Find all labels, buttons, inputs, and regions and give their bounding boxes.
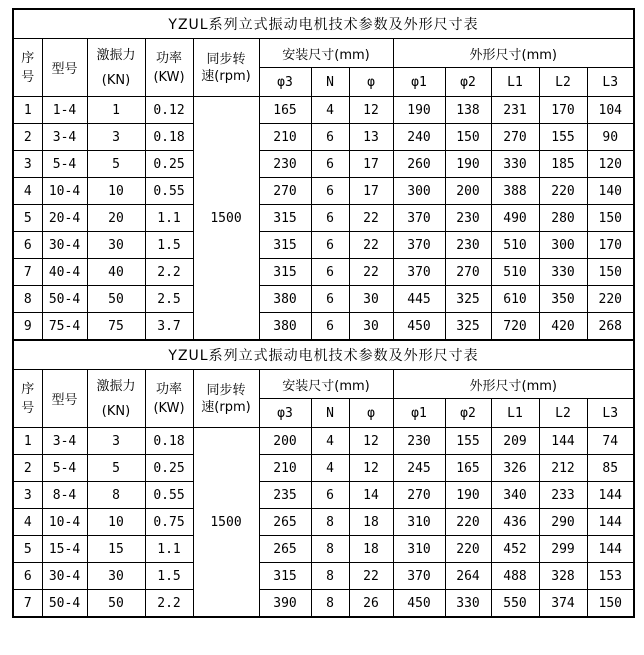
table-cell: 370 <box>393 232 445 259</box>
col-header-power-line2: (KW) <box>153 400 185 416</box>
table-cell: 0.12 <box>145 97 193 124</box>
table-cell: 12 <box>349 455 393 482</box>
header-row-groups <box>13 39 634 68</box>
table-cell: 3 <box>87 124 145 151</box>
table-title: YZUL系列立式振动电机技术参数及外形尺寸表 <box>13 9 634 39</box>
table-cell: 445 <box>393 286 445 313</box>
table-cell: 5 <box>13 205 42 232</box>
col-header-n: N <box>311 68 349 97</box>
col-header-l2: L2 <box>539 68 587 97</box>
table-cell: 490 <box>491 205 539 232</box>
table-cell: 6 <box>311 151 349 178</box>
table-cell: 26 <box>349 590 393 618</box>
table-cell: 170 <box>587 232 634 259</box>
table-cell: 212 <box>539 455 587 482</box>
table-cell: 74 <box>587 428 634 455</box>
col-header-force-line1: 激振力 <box>96 47 136 63</box>
table-cell: 370 <box>393 259 445 286</box>
col-header-force <box>87 370 145 428</box>
table-cell: 18 <box>349 536 393 563</box>
table-cell: 390 <box>259 590 311 618</box>
col-header-seq-line1: 序 <box>21 381 35 397</box>
table-cell: 8 <box>13 286 42 313</box>
table-cell: 310 <box>393 536 445 563</box>
group-header-install: 安装尺寸(mm) <box>259 39 393 68</box>
table-cell: 18 <box>349 509 393 536</box>
group-header-outline: 外形尺寸(mm) <box>393 370 634 399</box>
col-header-force-line2: (KN) <box>101 72 131 88</box>
col-header-power <box>145 370 193 428</box>
table-cell: 50-4 <box>42 286 87 313</box>
col-header-phi: φ <box>349 68 393 97</box>
table-row <box>13 151 634 178</box>
col-header-force <box>87 39 145 97</box>
table-cell: 170 <box>539 97 587 124</box>
table-cell: 6 <box>311 232 349 259</box>
col-header-seq-line2: 号 <box>21 69 35 85</box>
table-cell: 6 <box>13 563 42 590</box>
table-cell: 6 <box>311 286 349 313</box>
table-cell: 270 <box>445 259 491 286</box>
table-cell: 3.7 <box>145 313 193 341</box>
table-cell: 231 <box>491 97 539 124</box>
col-header-speed-line1: 同步转 <box>206 51 246 67</box>
table-cell: 210 <box>259 455 311 482</box>
table-cell: 610 <box>491 286 539 313</box>
col-header-phi2: φ2 <box>445 68 491 97</box>
col-header-phi1: φ1 <box>393 68 445 97</box>
table-cell: 10-4 <box>42 509 87 536</box>
table-cell: 190 <box>445 151 491 178</box>
table-cell: 260 <box>393 151 445 178</box>
col-header-seq-line1: 序 <box>21 50 35 66</box>
table-cell: 220 <box>445 509 491 536</box>
col-header-power <box>145 39 193 97</box>
table-cell: 265 <box>259 536 311 563</box>
table-row <box>13 259 634 286</box>
table-cell: 4 <box>13 509 42 536</box>
table-cell: 9 <box>13 313 42 341</box>
sync-speed-cell: 1500 <box>193 97 259 341</box>
table-cell: 120 <box>587 151 634 178</box>
table-cell: 330 <box>491 151 539 178</box>
table-cell: 374 <box>539 590 587 618</box>
table-cell: 235 <box>259 482 311 509</box>
table-cell: 10 <box>87 178 145 205</box>
table-cell: 510 <box>491 232 539 259</box>
col-header-phi3: φ3 <box>259 399 311 428</box>
col-header-power-line1: 功率 <box>155 50 182 66</box>
table-cell: 0.75 <box>145 509 193 536</box>
table-cell: 3-4 <box>42 124 87 151</box>
table-cell: 452 <box>491 536 539 563</box>
table-cell: 6 <box>311 205 349 232</box>
table-cell: 15 <box>87 536 145 563</box>
table-cell: 185 <box>539 151 587 178</box>
table-cell: 720 <box>491 313 539 341</box>
col-header-seq-line2: 号 <box>21 400 35 416</box>
table-cell: 280 <box>539 205 587 232</box>
table-cell: 20 <box>87 205 145 232</box>
table-cell: 340 <box>491 482 539 509</box>
table-row <box>13 563 634 590</box>
col-header-phi1: φ1 <box>393 399 445 428</box>
table-cell: 270 <box>491 124 539 151</box>
col-header-speed <box>193 370 259 428</box>
table-cell: 144 <box>587 509 634 536</box>
table-cell: 6 <box>311 178 349 205</box>
table-cell: 300 <box>539 232 587 259</box>
table-row <box>13 590 634 618</box>
table-cell: 10 <box>87 509 145 536</box>
table-cell: 8 <box>311 536 349 563</box>
table-cell: 140 <box>587 178 634 205</box>
table-cell: 17 <box>349 178 393 205</box>
table-cell: 4 <box>311 97 349 124</box>
table-cell: 270 <box>259 178 311 205</box>
col-header-phi3: φ3 <box>259 68 311 97</box>
table-title-row <box>13 9 634 39</box>
table-cell: 370 <box>393 563 445 590</box>
spec-table-top <box>12 8 635 341</box>
table-cell: 90 <box>587 124 634 151</box>
col-header-model: 型号 <box>42 39 87 97</box>
table-cell: 1.1 <box>145 536 193 563</box>
table-cell: 50 <box>87 286 145 313</box>
table-cell: 22 <box>349 205 393 232</box>
table-cell: 155 <box>539 124 587 151</box>
col-header-force-line1: 激振力 <box>96 378 136 394</box>
table-cell: 14 <box>349 482 393 509</box>
table-cell: 144 <box>587 536 634 563</box>
table-cell: 22 <box>349 232 393 259</box>
table-cell: 144 <box>539 428 587 455</box>
table-cell: 6 <box>13 232 42 259</box>
table-cell: 150 <box>587 590 634 618</box>
table-cell: 325 <box>445 313 491 341</box>
table-cell: 268 <box>587 313 634 341</box>
table-cell: 3-4 <box>42 428 87 455</box>
table-cell: 450 <box>393 590 445 618</box>
table-cell: 30-4 <box>42 563 87 590</box>
table-cell: 270 <box>393 482 445 509</box>
table-cell: 420 <box>539 313 587 341</box>
table-cell: 8 <box>311 563 349 590</box>
table-cell: 104 <box>587 97 634 124</box>
table-cell: 85 <box>587 455 634 482</box>
table-row <box>13 313 634 341</box>
col-header-power-line1: 功率 <box>155 381 182 397</box>
table-cell: 265 <box>259 509 311 536</box>
table-cell: 200 <box>259 428 311 455</box>
table-cell: 1.5 <box>145 563 193 590</box>
table-cell: 510 <box>491 259 539 286</box>
table-cell: 13 <box>349 124 393 151</box>
table-cell: 220 <box>445 536 491 563</box>
table-cell: 315 <box>259 205 311 232</box>
table-cell: 264 <box>445 563 491 590</box>
header-row-groups <box>13 370 634 399</box>
table-cell: 12 <box>349 428 393 455</box>
table-body-1 <box>13 97 634 341</box>
col-header-phi: φ <box>349 399 393 428</box>
table-cell: 30 <box>349 313 393 341</box>
table-cell: 220 <box>587 286 634 313</box>
table-cell: 5 <box>13 536 42 563</box>
col-header-speed-line2: 速(rpm) <box>201 399 251 415</box>
table-row <box>13 536 634 563</box>
table-row <box>13 205 634 232</box>
col-header-l1: L1 <box>491 399 539 428</box>
table-cell: 2 <box>13 455 42 482</box>
table-cell: 550 <box>491 590 539 618</box>
table-cell: 150 <box>587 259 634 286</box>
table-cell: 370 <box>393 205 445 232</box>
table-row <box>13 124 634 151</box>
table-cell: 190 <box>445 482 491 509</box>
table-cell: 153 <box>587 563 634 590</box>
col-header-speed-line2: 速(rpm) <box>201 68 251 84</box>
table-cell: 2 <box>13 124 42 151</box>
table-cell: 1-4 <box>42 97 87 124</box>
table-cell: 233 <box>539 482 587 509</box>
table-cell: 3 <box>13 151 42 178</box>
table-cell: 245 <box>393 455 445 482</box>
table-cell: 144 <box>587 482 634 509</box>
table-cell: 6 <box>311 313 349 341</box>
table-cell: 75 <box>87 313 145 341</box>
table-title: YZUL系列立式振动电机技术参数及外形尺寸表 <box>13 340 634 370</box>
table-cell: 8 <box>311 590 349 618</box>
col-header-seq <box>13 39 42 97</box>
table-cell: 0.18 <box>145 428 193 455</box>
col-header-l2: L2 <box>539 399 587 428</box>
table-cell: 15-4 <box>42 536 87 563</box>
table-cell: 3 <box>87 428 145 455</box>
table-cell: 2.2 <box>145 590 193 618</box>
table-cell: 1.5 <box>145 232 193 259</box>
col-header-seq <box>13 370 42 428</box>
table-row <box>13 178 634 205</box>
table-cell: 3 <box>13 482 42 509</box>
table-cell: 10-4 <box>42 178 87 205</box>
table-cell: 240 <box>393 124 445 151</box>
table-cell: 150 <box>587 205 634 232</box>
table-cell: 230 <box>259 151 311 178</box>
table-cell: 315 <box>259 259 311 286</box>
table-cell: 8-4 <box>42 482 87 509</box>
table-cell: 450 <box>393 313 445 341</box>
table-cell: 2.2 <box>145 259 193 286</box>
table-cell: 165 <box>259 97 311 124</box>
table-cell: 22 <box>349 563 393 590</box>
table-cell: 436 <box>491 509 539 536</box>
table-cell: 1 <box>13 97 42 124</box>
table-cell: 220 <box>539 178 587 205</box>
table-row <box>13 97 634 124</box>
table-cell: 6 <box>311 482 349 509</box>
table-cell: 0.25 <box>145 455 193 482</box>
page <box>0 8 644 655</box>
table-cell: 310 <box>393 509 445 536</box>
table-row <box>13 286 634 313</box>
table-cell: 4 <box>13 178 42 205</box>
table-cell: 315 <box>259 563 311 590</box>
table-cell: 40-4 <box>42 259 87 286</box>
table-cell: 5-4 <box>42 455 87 482</box>
table-cell: 50-4 <box>42 590 87 618</box>
col-header-speed <box>193 39 259 97</box>
table-row <box>13 455 634 482</box>
table-cell: 200 <box>445 178 491 205</box>
table-cell: 315 <box>259 232 311 259</box>
table-cell: 330 <box>445 590 491 618</box>
table-row <box>13 232 634 259</box>
table-row <box>13 509 634 536</box>
table-cell: 0.18 <box>145 124 193 151</box>
table-cell: 17 <box>349 151 393 178</box>
table-cell: 30 <box>87 563 145 590</box>
table-cell: 330 <box>539 259 587 286</box>
table-cell: 300 <box>393 178 445 205</box>
group-header-outline: 外形尺寸(mm) <box>393 39 634 68</box>
table-cell: 6 <box>311 259 349 286</box>
table-cell: 7 <box>13 590 42 618</box>
col-header-force-line2: (KN) <box>101 403 131 419</box>
table-cell: 325 <box>445 286 491 313</box>
table-cell: 8 <box>87 482 145 509</box>
col-header-n: N <box>311 399 349 428</box>
table-cell: 30 <box>87 232 145 259</box>
table-cell: 22 <box>349 259 393 286</box>
table-cell: 5 <box>87 455 145 482</box>
table-cell: 230 <box>393 428 445 455</box>
table-cell: 7 <box>13 259 42 286</box>
spec-table-bottom <box>12 339 635 618</box>
table-cell: 150 <box>445 124 491 151</box>
table-cell: 1.1 <box>145 205 193 232</box>
table-row <box>13 482 634 509</box>
table-cell: 230 <box>445 205 491 232</box>
table-cell: 230 <box>445 232 491 259</box>
table-cell: 5 <box>87 151 145 178</box>
table-cell: 12 <box>349 97 393 124</box>
table-cell: 138 <box>445 97 491 124</box>
col-header-l1: L1 <box>491 68 539 97</box>
table-cell: 488 <box>491 563 539 590</box>
table-cell: 165 <box>445 455 491 482</box>
table-row <box>13 428 634 455</box>
table-cell: 328 <box>539 563 587 590</box>
table-cell: 75-4 <box>42 313 87 341</box>
table-cell: 2.5 <box>145 286 193 313</box>
table-cell: 30 <box>349 286 393 313</box>
table-cell: 388 <box>491 178 539 205</box>
table-cell: 8 <box>311 509 349 536</box>
table-cell: 6 <box>311 124 349 151</box>
table-cell: 155 <box>445 428 491 455</box>
table-cell: 290 <box>539 509 587 536</box>
table-cell: 380 <box>259 286 311 313</box>
table-cell: 210 <box>259 124 311 151</box>
col-header-l3: L3 <box>587 68 634 97</box>
table-cell: 40 <box>87 259 145 286</box>
table-cell: 0.25 <box>145 151 193 178</box>
table-cell: 30-4 <box>42 232 87 259</box>
table-cell: 190 <box>393 97 445 124</box>
table-cell: 1 <box>87 97 145 124</box>
table-cell: 0.55 <box>145 178 193 205</box>
col-header-power-line2: (KW) <box>153 69 185 85</box>
table-cell: 299 <box>539 536 587 563</box>
table-cell: 209 <box>491 428 539 455</box>
table-cell: 380 <box>259 313 311 341</box>
table-cell: 20-4 <box>42 205 87 232</box>
table-cell: 50 <box>87 590 145 618</box>
table-cell: 350 <box>539 286 587 313</box>
table-body-2 <box>13 428 634 618</box>
col-header-l3: L3 <box>587 399 634 428</box>
table-title-row <box>13 340 634 370</box>
table-cell: 326 <box>491 455 539 482</box>
table-cell: 4 <box>311 455 349 482</box>
col-header-model: 型号 <box>42 370 87 428</box>
group-header-install: 安装尺寸(mm) <box>259 370 393 399</box>
table-cell: 4 <box>311 428 349 455</box>
col-header-phi2: φ2 <box>445 399 491 428</box>
col-header-speed-line1: 同步转 <box>206 382 246 398</box>
sync-speed-cell: 1500 <box>193 428 259 618</box>
table-cell: 0.55 <box>145 482 193 509</box>
table-cell: 5-4 <box>42 151 87 178</box>
table-cell: 1 <box>13 428 42 455</box>
